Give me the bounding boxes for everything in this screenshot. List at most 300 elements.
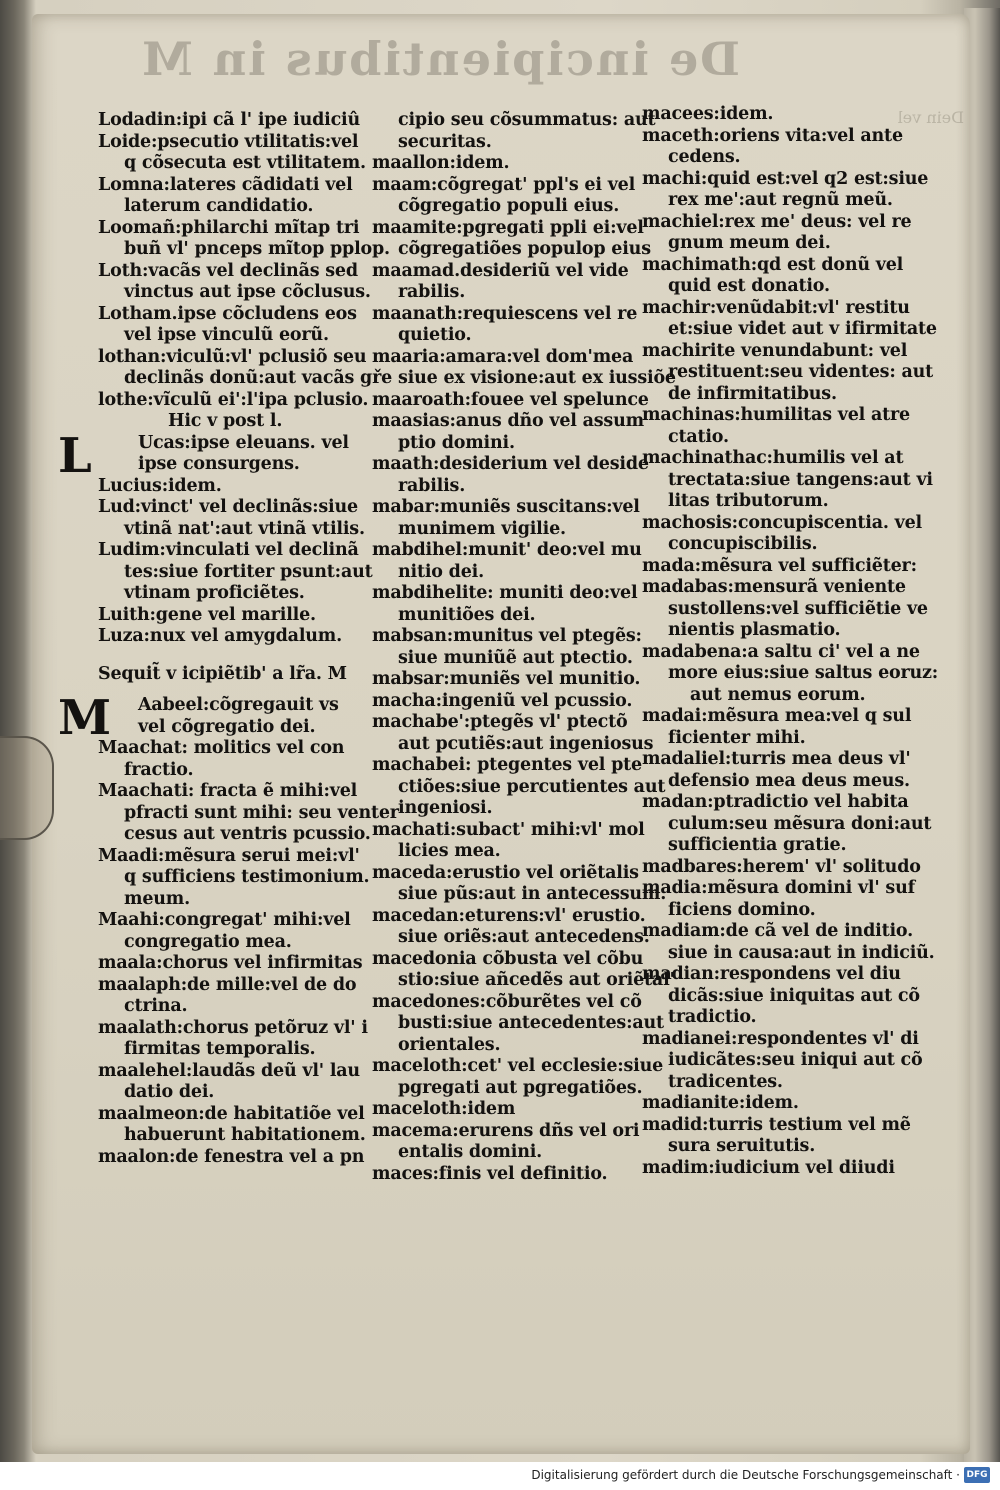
text-line-content: cõgregatio populi eius. (398, 196, 620, 216)
text-line (642, 1158, 904, 1180)
text-line (98, 664, 368, 686)
text-line-content: buñ vl' pnceps mĩtop pplop. (124, 239, 390, 259)
text-line (372, 626, 640, 648)
text-line-content: restituent:seu videntes: aut (668, 362, 934, 382)
text-line (372, 433, 640, 455)
text-line-content: madaliel:turris mea deus vl' (642, 749, 911, 769)
book-clasp (0, 736, 54, 840)
text-line (98, 605, 368, 627)
text-line-content: madid:turris testium vel mẽ (642, 1114, 911, 1135)
text-line (372, 261, 640, 283)
text-line (372, 992, 640, 1014)
text-line (372, 1099, 640, 1121)
text-line-content: lothan:viculũ:vl' pclusiõ seu (98, 346, 367, 367)
text-line (98, 889, 368, 911)
text-line (642, 856, 921, 879)
text-line (372, 863, 640, 885)
text-line-content: maces:finis vel definitio. (372, 1163, 608, 1184)
text-line-content: maallon:idem. (372, 153, 510, 173)
text-line-content: Lotham.ipse cõcludens eos (98, 303, 357, 324)
text-line-content: maalath:chorus petõruz vl' i (98, 1017, 368, 1038)
text-line-content: macedones:cõburẽtes vel cõ (372, 991, 642, 1012)
text-line-content: munitiões dei. (398, 604, 536, 625)
text-line (642, 942, 935, 965)
text-line (372, 1056, 664, 1078)
text-line (372, 325, 640, 347)
text-line-content: sura seruitutis. (668, 1136, 816, 1156)
text-line-content: firmitas temporalis. (124, 1039, 316, 1059)
text-line (372, 282, 640, 304)
text-line (642, 168, 929, 191)
text-line (372, 691, 640, 713)
text-line (642, 384, 904, 406)
text-line-content: ipse consurgens. (138, 454, 300, 474)
text-line-content: machati:subact' mihi:vl' mol (372, 819, 645, 840)
funding-credit: Digitalisierung gefördert durch die Deutsche Forschungsgemeinschaft · (531, 1468, 960, 1482)
text-line (98, 953, 368, 975)
text-line-content: orientales. (398, 1034, 501, 1055)
text-line-content: maalaph:de mille:vel de do (98, 974, 357, 995)
text-line-content: munimem vigilie. (398, 518, 566, 539)
text-line (372, 669, 640, 691)
text-line (98, 325, 368, 347)
text-line-content: habuerunt habitationem. (124, 1125, 366, 1145)
text-line-content: Loth:vacãs vel declinãs sed (98, 260, 358, 281)
text-line (98, 368, 393, 390)
text-line-content: ctiões:siue percutientes aut (398, 776, 666, 797)
text-line-content: nitio dei. (398, 561, 484, 582)
text-line-content: Loomañ:philarchi mĩtap tri (98, 217, 360, 238)
text-line-content: de infirmitatibus. (668, 383, 837, 404)
text-line-content: madiam:de cã vel de inditio. (642, 921, 913, 941)
text-line-content: gnum meum dei. (668, 233, 831, 253)
text-line (642, 749, 911, 771)
text-line (372, 819, 645, 842)
text-line (98, 1104, 368, 1126)
text-line-content: lothe:vĩculũ ei':l'ipa pclusio. (98, 389, 369, 410)
text-line (372, 175, 640, 197)
text-line (98, 282, 371, 304)
text-line (372, 583, 640, 605)
text-line (98, 390, 368, 412)
text-line (98, 304, 368, 326)
text-line (372, 347, 640, 369)
text-line-content: iudicãtes:seu iniqui aut cõ (668, 1050, 923, 1070)
text-line-content: cipio seu cõsummatus: aut (398, 110, 656, 130)
text-line-content: ingeniosi. (398, 798, 493, 818)
text-line (372, 733, 654, 756)
text-line-content: maalehel:laudãs deũ vl' lau (98, 1060, 360, 1081)
text-line (98, 540, 368, 562)
text-line (372, 476, 640, 498)
text-line (642, 340, 908, 363)
text-line-content: maceda:erustio vel oriẽtalis (372, 862, 639, 883)
text-line-content: Aabeel:cõgregauit vs (138, 695, 339, 715)
text-line-content: macees:idem. (642, 104, 774, 124)
text-line-content: siue oriẽs:aut antecedens. (398, 927, 650, 947)
text-line-content: quietio. (398, 325, 472, 345)
text-line (642, 491, 904, 513)
text-line-content: maceloth:idem (372, 1099, 516, 1119)
text-line (642, 1007, 904, 1029)
text-line-content: licies mea. (398, 841, 501, 861)
text-line-content: Lodadin:ipi cã l' ipe iudiciû (98, 110, 361, 130)
text-line-content: entalis domini. (398, 1142, 543, 1162)
text-line (372, 948, 644, 971)
text-line (372, 497, 640, 519)
text-line (372, 755, 640, 777)
text-line-content: maala:chorus vel infirmitas (98, 953, 363, 973)
decorated-initial: L (58, 427, 92, 484)
text-line (98, 626, 368, 648)
text-line (642, 297, 910, 320)
text-line-content: vtinã nat':aut vtinã vtilis. (124, 518, 365, 539)
text-line-content: mada:mẽsura vel sufficiẽter: (642, 555, 917, 576)
text-line (98, 175, 368, 197)
text-line-content: Lucius:idem. (98, 475, 222, 496)
text-line (98, 1125, 368, 1147)
text-line-content: maamite:pgregati ppli ei:vel (372, 217, 644, 238)
text-line (98, 685, 368, 695)
text-line (642, 255, 904, 277)
text-line (98, 476, 368, 498)
text-line (372, 304, 640, 326)
text-line (642, 427, 904, 449)
text-line (642, 835, 904, 857)
text-line-content: aut nemus eorum. (690, 684, 866, 705)
text-line-content: quid est donatio. (668, 276, 830, 296)
text-line-content: Sequit̃ v icipiẽtib' a lr̃a. M (98, 663, 347, 684)
text-line (642, 211, 912, 234)
text-line-content: cõgregatiões populop eius (398, 239, 651, 259)
text-line (98, 760, 368, 782)
text-line-content: machiel:rex me' deus: vel re (642, 211, 912, 232)
text-line-content: sustollens:vel sufficiẽtie ve (668, 598, 928, 619)
text-line (642, 577, 904, 599)
text-line (372, 776, 666, 799)
text-line (98, 497, 368, 519)
text-line-content: litas tributorum. (668, 491, 829, 511)
text-line (372, 132, 640, 154)
text-line (642, 512, 923, 535)
text-line-content: madim:iudicium vel diiudi (642, 1157, 895, 1178)
text-line (98, 261, 368, 283)
text-line (98, 239, 390, 261)
text-line (642, 706, 912, 728)
text-line-content: machinathac:humilis vel at (642, 448, 904, 468)
text-line (642, 534, 904, 556)
text-line (372, 905, 646, 928)
text-line (98, 153, 368, 175)
text-line (372, 196, 640, 218)
text-line (98, 1147, 368, 1169)
text-line-content: q cõsecuta est vtilitatem. (124, 153, 366, 173)
text-line (98, 519, 368, 541)
text-line-content: madianite:idem. (642, 1093, 799, 1113)
text-line (642, 1136, 904, 1158)
text-line (372, 110, 656, 132)
text-line-content: siue muniũẽ aut ptectio. (398, 647, 633, 668)
text-line (372, 411, 644, 433)
text-line (98, 1018, 368, 1040)
text-line-content: macha:ingeniũ vel pcussio. (372, 690, 633, 711)
text-line-content: et:siue videt aut v ifirmitate (668, 319, 937, 339)
text-line (98, 561, 373, 584)
text-line-content: maalon:de fenestra vel a pn (98, 1146, 365, 1167)
text-line-content: ctrina. (124, 996, 188, 1016)
text-line (642, 362, 934, 384)
text-line-content: Ucas:ipse eleuans. vel (138, 432, 349, 453)
text-line (98, 454, 368, 476)
text-line (642, 126, 904, 148)
text-line-content: rabilis. (398, 475, 466, 496)
text-line-content: q sufficiens testimonium. (124, 867, 370, 887)
text-line (98, 110, 368, 132)
text-line-content: defensio mea deus meus. (668, 770, 910, 791)
text-line (642, 555, 917, 578)
text-line-content: laterum candidatio. (124, 196, 314, 216)
text-line (372, 239, 651, 261)
text-line-content: cesus aut ventris pcussio. (124, 824, 371, 844)
text-line (372, 562, 640, 584)
text-line-content: mabar:muniẽs suscitans:vel (372, 497, 640, 517)
text-line (372, 217, 644, 240)
text-line-content: macedonia cõbusta vel cõbu (372, 948, 644, 969)
text-line (642, 964, 904, 986)
text-line (642, 620, 904, 642)
show-through-text: Dein vel (897, 108, 964, 127)
text-line (98, 648, 368, 664)
text-line-content: vtinam proficiẽtes. (124, 583, 305, 603)
text-line (642, 1028, 919, 1051)
text-line (372, 1035, 640, 1057)
dfg-logo: DFG (964, 1467, 990, 1483)
text-line-content: maalmeon:de habitatiõe vel (98, 1103, 365, 1124)
text-line (642, 104, 904, 126)
text-line (98, 910, 368, 932)
text-line-content: culum:seu mẽsura doni:aut (668, 813, 932, 834)
text-line-content: securitas. (398, 131, 492, 152)
show-through-header: De incipientibus in M (139, 32, 740, 86)
text-line-content: macema:erurens dñs vel ori (372, 1120, 640, 1141)
text-line-content: mabdihelite: muniti deo:vel (372, 583, 638, 603)
text-line (372, 798, 640, 820)
text-line-content: madabas:mensurã veniente (642, 577, 906, 597)
text-line-content: machirite venundabunt: vel (642, 340, 908, 361)
text-line (98, 717, 368, 739)
text-line (98, 1082, 368, 1104)
text-line (372, 970, 675, 992)
text-line (98, 218, 368, 240)
text-line (642, 663, 939, 685)
text-line-content: maceth:oriens vita:vel ante (642, 125, 903, 146)
text-line-content: Maachati: fracta ẽ mihi:vel (98, 781, 358, 801)
text-line-content: datio dei. (124, 1082, 215, 1102)
text-line (372, 648, 640, 670)
text-line (642, 770, 910, 793)
text-line-content: Luza:nux vel amygdalum. (98, 626, 342, 646)
text-line-content: vel ipse vinculũ eorũ. (124, 325, 329, 345)
text-line (98, 411, 368, 433)
text-column-2 (372, 110, 676, 1185)
text-column-1 (58, 110, 399, 1168)
text-line (642, 813, 932, 836)
text-line-content: stio:siue añcedẽs aut oriẽtal' (398, 970, 675, 990)
text-line-content: nientis plasmatio. (668, 620, 841, 640)
text-line-content: dicãs:siue iniquitas aut cõ (668, 985, 920, 1006)
text-line-content: machosis:concupiscentia. vel (642, 512, 923, 533)
text-line-content: Ludim:vinculati vel declinã (98, 540, 359, 560)
text-line (642, 792, 909, 814)
text-line-content: pfracti sunt mihi: seu venter (124, 802, 399, 823)
text-line (98, 824, 371, 846)
text-line-content: ficiens domino. (668, 899, 816, 920)
text-line (642, 1114, 911, 1137)
text-line-content: maasias:anus dño vel assum (372, 411, 644, 431)
text-line (372, 927, 650, 949)
text-line-content: siue in causa:aut in indiciũ. (668, 942, 935, 963)
text-line-content: cedens. (668, 147, 741, 167)
text-line (642, 448, 904, 470)
text-line-content: mabsar:muniẽs vel munitio. (372, 669, 641, 689)
text-line (642, 1072, 904, 1094)
text-line-content: maaroath:fouee vel spelunce (372, 389, 649, 410)
text-line (372, 884, 667, 906)
text-line-content: tradicentes. (668, 1071, 783, 1092)
text-line (642, 685, 904, 707)
text-line (642, 147, 904, 169)
text-line (372, 605, 640, 627)
text-line (98, 738, 368, 760)
text-line-content: Lomna:lateres cãdidati vel (98, 174, 353, 195)
text-line (642, 900, 904, 922)
text-line-content: madian:respondens vel diu (642, 964, 901, 984)
text-line-content: rabilis. (398, 282, 466, 302)
text-line-content: machinas:humilitas vel atre (642, 405, 910, 425)
text-line-content: vel cõgregatio dei. (138, 716, 316, 737)
text-line-content: vinctus aut ipse cõclusus. (124, 282, 371, 302)
text-line-content: Maachat: molitics vel con (98, 738, 345, 758)
text-line-content: machir:venũdabit:vl' restitu (642, 297, 910, 318)
text-line (642, 921, 913, 943)
text-line-content: Loide:psecutio vtilitatis:vel (98, 131, 359, 152)
text-line-content: more eius:siue saltus eoruz: (668, 663, 939, 683)
text-line (642, 319, 937, 341)
text-line-content: madianei:respondentes vl' di (642, 1028, 919, 1049)
text-line-content: maceloth:cet' vel ecclesie:siue (372, 1056, 664, 1076)
text-line (98, 802, 399, 825)
text-line-content: meum. (124, 888, 190, 909)
text-line-content: maam:cõgregat' ppl's ei vel (372, 174, 636, 195)
text-line-content: ptio domini. (398, 432, 515, 453)
text-line (372, 1164, 640, 1186)
text-line-content: busti:siue antecedentes:aut (398, 1013, 664, 1033)
text-line (98, 347, 368, 369)
text-line-content: machabei: ptegentes vel pte (372, 755, 642, 775)
text-line (372, 1121, 640, 1143)
footer-bar (0, 1462, 1000, 1490)
text-line-content: mabsan:munitus vel ptegẽs: (372, 626, 642, 646)
text-line-content: madbares:herem' vl' solitudo (642, 856, 921, 877)
text-line (372, 1077, 643, 1100)
text-line (642, 276, 904, 298)
text-line (372, 540, 640, 562)
text-line-content: sufficientia gratie. (668, 835, 847, 855)
text-line (372, 389, 649, 412)
text-line-content: fractio. (124, 759, 194, 780)
text-line (98, 975, 368, 997)
text-line-content: congregatio mea. (124, 931, 292, 952)
text-line (642, 469, 933, 492)
text-line (98, 196, 368, 218)
text-line (98, 846, 368, 868)
text-line-content: concupiscibilis. (668, 534, 818, 554)
text-line-content: Luith:gene vel marille. (98, 604, 316, 625)
text-line (642, 1093, 904, 1115)
text-line (372, 153, 640, 175)
text-line (372, 841, 640, 863)
text-line (372, 454, 649, 476)
text-line (98, 932, 368, 954)
text-line (98, 583, 368, 605)
text-line (98, 132, 368, 154)
text-line-content: Maahi:congregat' mihi:vel (98, 910, 351, 930)
text-line (642, 878, 915, 900)
text-line-content: declinãs donũ:aut vacãs gře (124, 368, 393, 388)
text-line-content: trectata:siue tangens:aut vi (668, 469, 933, 490)
text-line (642, 233, 904, 255)
text-line (372, 368, 676, 390)
text-line (372, 712, 640, 734)
text-line-content: maath:desiderium vel deside (372, 454, 649, 474)
text-line (98, 996, 368, 1018)
text-line (98, 1061, 368, 1083)
text-line-content: madia:mẽsura domini vl' suf (642, 878, 915, 898)
text-line-content: madabena:a saltu ci' vel a ne (642, 641, 920, 662)
text-line (642, 728, 904, 750)
text-line (98, 867, 368, 889)
text-line-content: Maadi:mẽsura serui mei:vl' (98, 845, 360, 866)
text-line-content: siue pũs:aut in antecessum. (398, 884, 667, 904)
text-line (372, 519, 640, 541)
text-line-content: tes:siue fortiter psunt:aut (124, 561, 373, 582)
text-line-content: machabe':ptegẽs vl' ptectõ (372, 712, 628, 732)
text-line-content: mabdihel:munit' deo:vel mu (372, 540, 642, 560)
text-line-content: maanath:requiescens vel re (372, 303, 638, 324)
text-line-content: ctatio. (668, 426, 729, 447)
text-line-content: Lud:vinct' vel declinãs:siue (98, 497, 358, 517)
decorated-initial: M (58, 690, 111, 746)
text-line-content: maamad.desideriũ vel vide (372, 260, 629, 281)
text-line-content: madan:ptradictio vel habita (642, 792, 909, 812)
text-line-content: aut pcutiẽs:aut ingeniosus (398, 733, 654, 754)
text-line (98, 781, 368, 803)
text-line (642, 641, 920, 664)
text-line (642, 1050, 923, 1072)
text-line (642, 405, 910, 427)
text-line-content: macedan:eturens:vl' erustio. (372, 905, 646, 926)
text-line (372, 1013, 664, 1035)
text-line-content: rex me':aut regnũ meũ. (668, 190, 893, 210)
text-line (98, 1039, 368, 1061)
text-line (642, 190, 904, 212)
text-line-content: maaria:amara:vel dom'mea (372, 346, 634, 367)
text-line (642, 598, 928, 621)
text-line-content: siue ex visione:aut ex iussiõe (398, 368, 676, 388)
text-line-content: ficienter mihi. (668, 727, 806, 748)
text-line-content: machimath:qd est donũ vel (642, 254, 904, 275)
text-line (642, 985, 920, 1008)
